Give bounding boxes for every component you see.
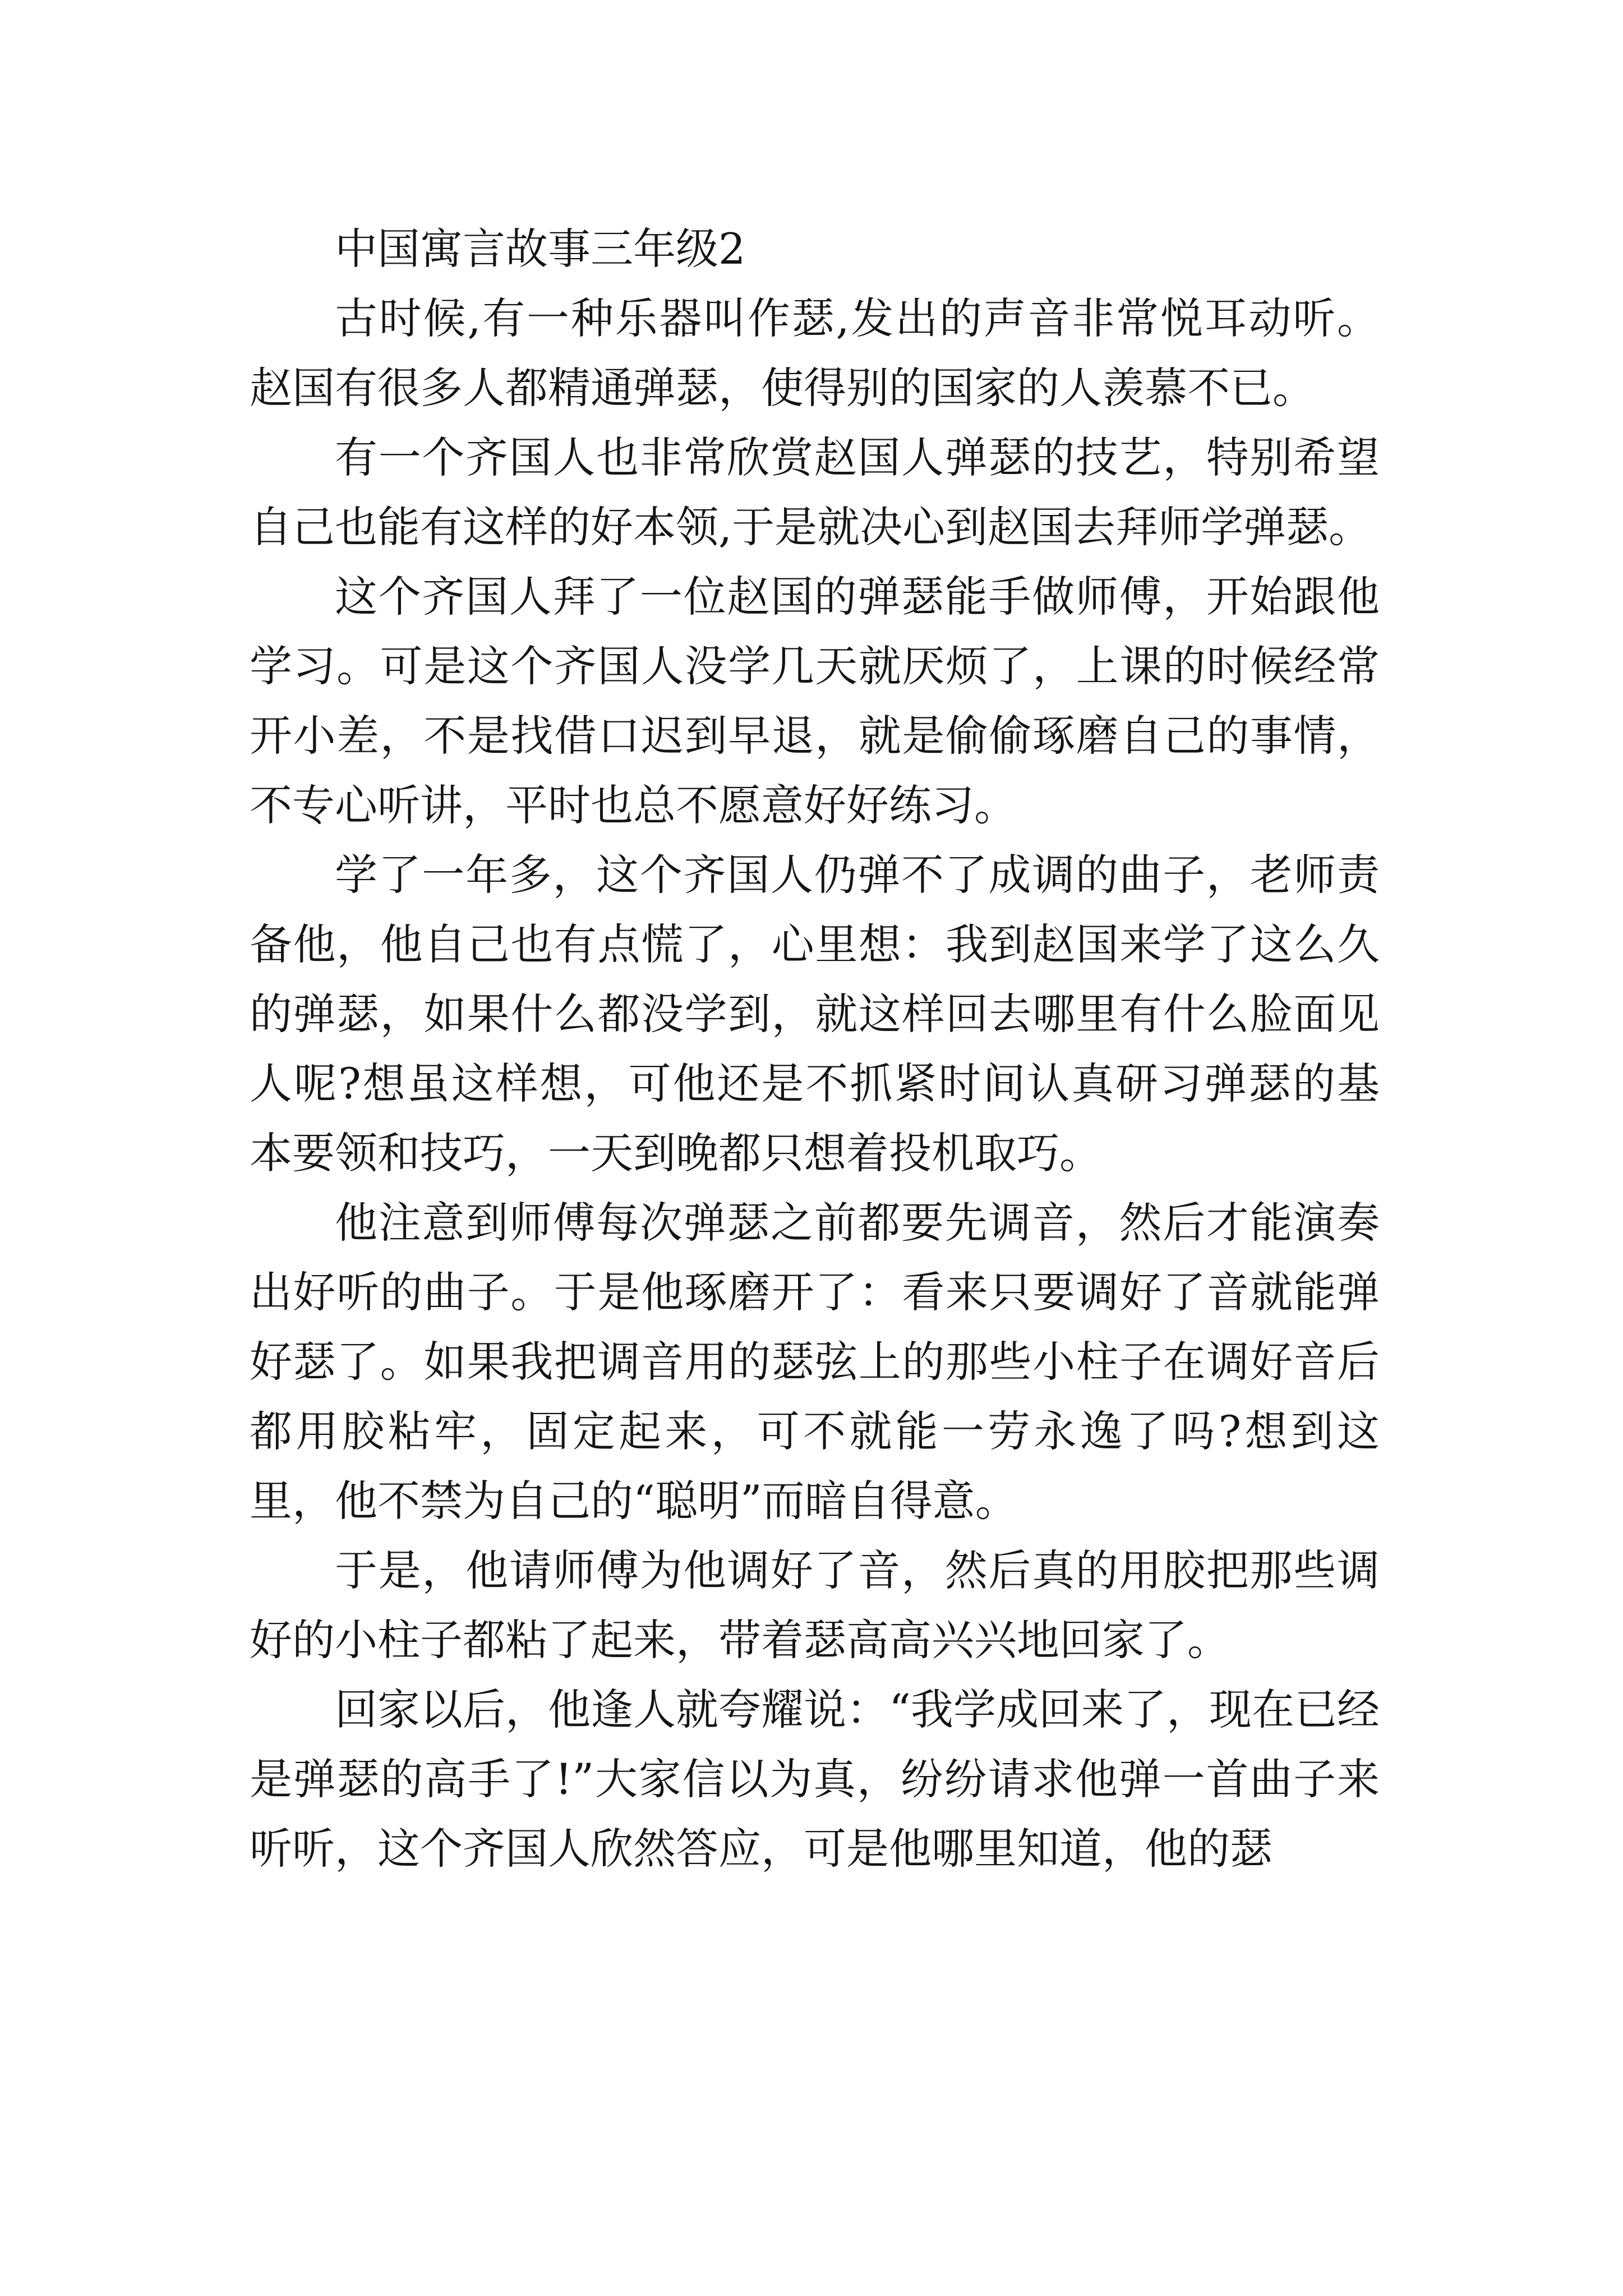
document-title: 中国寓言故事三年级2 (335, 224, 746, 274)
paragraph-3: 这个齐国人拜了一位赵国的弹瑟能手做师傅，开始跟他学习。可是这个齐国人没学几天就厌烦了，上课的时候经常开小差，不是找借口迟到早退，就是偷偷琢磨自己的事情，不专心听讲，平时也总不愿意好好练习。 (250, 572, 1380, 830)
paragraph-5: 他注意到师傅每次弹瑟之前都要先调音，然后才能演奏出好听的曲子。于是他琢磨开了：看来只要调好了音就能弹好瑟了。如果我把调音用的瑟弦上的那些小柱子在调好音后都用胶粘牢，固定起来，可不就能一劳永逸了吗?想到这里，他不禁为自己的“聪明”而暗自得意。 (250, 1198, 1380, 1526)
paragraph-4: 学了一年多，这个齐国人仍弹不了成调的曲子，老师责备他，他自己也有点慌了，心里想：我到赵国来学了这么久的弹瑟，如果什么都没学到，就这样回去哪里有什么脸面见人呢?想虽这样想，可他还是不抓紧时间认真研习弹瑟的基本要领和技巧，一天到晚都只想着投机取巧。 (250, 850, 1380, 1178)
paragraph-1: 古时候,有一种乐器叫作瑟,发出的声音非常悦耳动听。赵国有很多人都精通弹瑟，使得别的国家的人羡慕不已。 (250, 293, 1380, 413)
document-body (250, 214, 1380, 1884)
paragraph-2: 有一个齐国人也非常欣赏赵国人弹瑟的技艺，特别希望自己也能有这样的好本领,于是就决心到赵国去拜师学弹瑟。 (250, 432, 1380, 552)
paragraph-6: 于是，他请师傅为他调好了音，然后真的用胶把那些调好的小柱子都粘了起来，带着瑟高高兴兴地回家了。 (250, 1545, 1380, 1665)
paragraph-7: 回家以后，他逢人就夸耀说：“我学成回来了，现在已经是弹瑟的高手了!”大家信以为真，纷纷请求他弹一首曲子来听听，这个齐国人欣然答应，可是他哪里知道，他的瑟 (250, 1685, 1380, 1874)
